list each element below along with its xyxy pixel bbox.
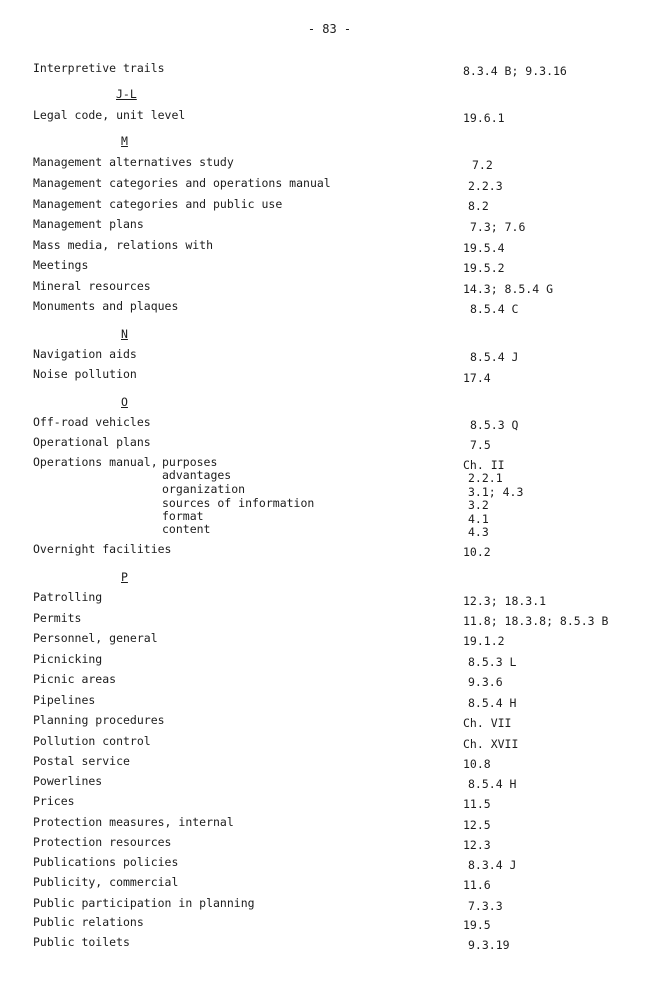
index-term: Picnic areas [33,672,117,686]
index-ref: 19.5.4 [463,241,505,255]
index-term: Navigation aids [33,347,137,361]
index-ref: 17.4 [463,371,491,385]
index-ref: 14.3; 8.5.4 G [463,282,554,296]
index-term: Meetings [33,258,89,272]
index-term: Public relations [33,915,144,929]
index-term: Mineral resources [33,279,151,293]
index-term: Off-road vehicles [33,415,151,429]
subentry-term: sources of information [162,496,315,510]
page-number: - 83 - [307,22,352,36]
section-header: N [121,327,128,341]
index-ref: 19.1.2 [463,634,505,648]
index-ref: 8.3.4 J [468,858,517,872]
index-ref: 7.5 [470,438,491,452]
index-ref: 8.2 [468,199,489,213]
index-term: Picnicking [33,652,103,666]
index-term: Mass media, relations with [33,238,214,252]
index-ref: 19.6.1 [463,111,505,125]
subentry-term: purposes [162,455,218,469]
section-header: J-L [116,87,137,101]
index-ref: 8.5.4 J [470,350,519,364]
index-term: Pollution control [33,734,151,748]
index-term: Interpretive trails [33,61,165,75]
index-term: Legal code, unit level [33,108,186,122]
index-ref: 19.5.2 [463,261,505,275]
subentry-term: organization [162,482,246,496]
index-term: Protection measures, internal [33,815,234,829]
subentry-ref: 2.2.1 [468,471,503,485]
index-term: Postal service [33,754,130,768]
index-ref: Ch. VII [463,716,512,730]
index-ref: 10.2 [463,545,491,559]
index-ref: 9.3.19 [468,938,510,952]
index-term: Operational plans [33,435,151,449]
index-term: Pipelines [33,693,96,707]
index-term: Public toilets [33,935,130,949]
index-ref: 11.6 [463,878,491,892]
index-ref: 8.5.4 H [468,777,517,791]
index-term: Personnel, general [33,631,158,645]
index-ref: 7.2 [472,158,493,172]
subentry-ref: 3.2 [468,498,489,512]
section-header: P [121,570,128,584]
index-ref: 11.5 [463,797,491,811]
subentry-ref: 3.1; 4.3 [468,485,524,499]
index-ref: 12.5 [463,818,491,832]
index-ref: 8.5.3 Q [470,418,519,432]
subentry-term: advantages [162,468,232,482]
index-ref: 7.3; 7.6 [470,220,526,234]
index-term: Patrolling [33,590,103,604]
index-ref: 7.3.3 [468,899,503,913]
index-ref: 8.5.4 C [470,302,519,316]
index-ref: 19.5 [463,918,491,932]
index-term: Publicity, commercial [33,875,179,889]
index-ref: 10.8 [463,757,491,771]
index-term: Monuments and plaques [33,299,179,313]
index-term: Public participation in planning [33,896,255,910]
index-term: Publications policies [33,855,179,869]
index-term: Management categories and public use [33,197,283,211]
index-term: Planning procedures [33,713,165,727]
index-term: Overnight facilities [33,542,172,556]
index-term: Management categories and operations manual [33,176,331,190]
subentry-term: format [162,509,204,523]
index-term: Prices [33,794,75,808]
index-ref: 8.3.4 B; 9.3.16 [463,64,567,78]
subentry-ref: 4.3 [468,525,489,539]
index-ref: 8.5.3 L [468,655,517,669]
index-ref: 12.3; 18.3.1 [463,594,547,608]
subentry-ref: 4.1 [468,512,489,526]
index-ref: 12.3 [463,838,491,852]
index-term: Management plans [33,217,144,231]
index-term: Operations manual, [33,455,158,469]
index-ref: Ch. XVII [463,737,519,751]
index-ref: 9.3.6 [468,675,503,689]
index-ref: 11.8; 18.3.8; 8.5.3 B [463,614,609,628]
index-ref: 2.2.3 [468,179,503,193]
index-term: Protection resources [33,835,172,849]
index-term: Powerlines [33,774,103,788]
index-ref: 8.5.4 H [468,696,517,710]
section-header: O [121,395,128,409]
index-term: Noise pollution [33,367,137,381]
subentry-term: content [162,522,211,536]
index-term: Permits [33,611,82,625]
index-ref: Ch. II [463,458,505,472]
section-header: M [121,134,128,148]
index-term: Management alternatives study [33,155,234,169]
